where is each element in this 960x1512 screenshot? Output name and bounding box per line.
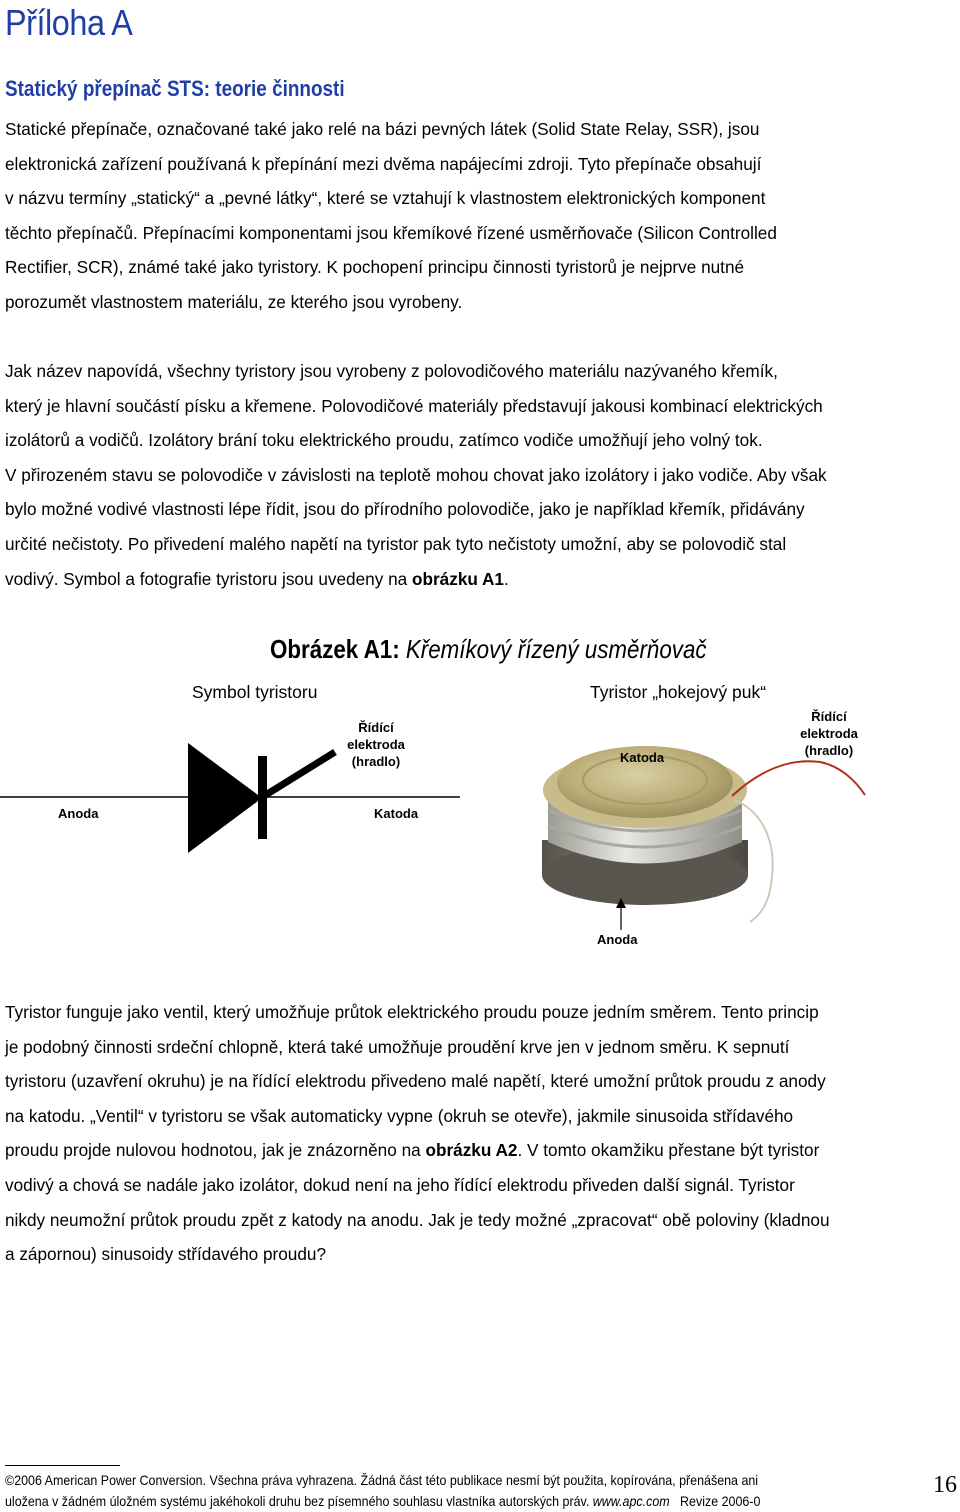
page-number: 16: [933, 1472, 957, 1498]
symbol-anode-label: Anoda: [58, 806, 99, 821]
text-run: vodivý. Symbol a fotografie tyristoru jsou uvedeny na: [5, 568, 412, 589]
text-line: který je hlavní součástí písku a křemene. Polovodičové materiály představují jakousi kombinací elektrických: [5, 395, 823, 416]
paragraph-intro: [5, 112, 960, 320]
text-line: těchto přepínačů. Přepínacími komponentami jsou křemíkové řízené usměrňovače (Silicon Controlled: [5, 222, 777, 243]
gate-wire-red: [732, 761, 865, 796]
text-line: a zápornou) sinusoidy střídavého proudu?: [5, 1244, 327, 1265]
text-line: Rectifier, SCR), známé také jako tyristory. K pochopení principu činnosti tyristorů je nejprve nutné: [5, 257, 745, 278]
symbol-cathode-label: Katoda: [374, 806, 419, 821]
text-run: .: [504, 568, 509, 589]
photo-cathode-label: Katoda: [620, 750, 665, 765]
text-line: určité nečistoty. Po přivedení malého napětí na tyristor pak tyto nečistoty umožní, aby se polovodič stal: [5, 533, 787, 554]
copyright-icon: ©: [5, 1472, 15, 1488]
figure-reference: obrázku A1: [411, 568, 504, 589]
label-line: elektroda: [347, 737, 405, 752]
figure-title-text: Křemíkový řízený usměrňovač: [399, 634, 707, 664]
text-line: Tyristor funguje jako ventil, který umožňuje průtok elektrického proudu pouze jedním směrem. Tento princip: [5, 1002, 819, 1022]
diode-triangle: [188, 743, 262, 853]
photo-gate-label: [795, 708, 863, 759]
figure-title: [270, 634, 707, 665]
footer-text: uložena v žádném úložném systému jakéhokoli druhu bez písemného souhlasu vlastníka autorských práv.: [5, 1493, 593, 1509]
text-run: . V tomto okamžiku přestane být tyristor: [517, 1140, 820, 1161]
text-run: proudu projde nulovou hodnotou, jak je znázorněno na: [5, 1140, 426, 1161]
footer-rule: [5, 1465, 120, 1466]
text-line: V přirozeném stavu se polovodiče v závislosti na teplotě mohou chovat jako izolátory i jako vodiče. Aby však: [5, 464, 827, 485]
text-line: [5, 1133, 960, 1168]
text-line: na katodu. „Ventil“ v tyristoru se však automaticky vypne (okruh se otevře), jakmile sinusoida střídavého: [5, 1105, 794, 1126]
footer-line-2: [5, 1493, 760, 1509]
label-line: (hradlo): [804, 743, 854, 758]
label-line: Řídící: [811, 709, 847, 724]
label-line: elektroda: [800, 726, 858, 741]
footer-website: www.apc.com: [592, 1493, 670, 1509]
footer-revision: Revize 2006-0: [669, 1493, 761, 1509]
text-line: porozumět vlastnostem materiálu, ze kterého jsou vyrobeny.: [5, 291, 463, 312]
text-line: v názvu termíny „statický“ a „pevné látky“, které se vztahují k vlastnostem elektronických komponent: [5, 188, 766, 209]
text-line: izolátorů a vodičů. Izolátory brání toku elektrického proudu, zatímco vodiče umožňují jeho volný tok.: [5, 430, 763, 451]
text-line: [5, 562, 960, 597]
text-line: vodivý a chová se nadále jako izolátor, dokud není na jeho řídící elektrodu přiveden další signál. Tyristor: [5, 1174, 795, 1195]
paragraph-operation: [5, 995, 960, 1272]
text-line: je podobný činnosti srdeční chlopně, která také umožňuje proudění krve jen v jednom směru. K sepnutí: [5, 1036, 790, 1057]
text-line: bylo možné vodivé vlastnosti lépe řídit, jsou do přírodního polovodiče, jako je například křemík, přidávány: [5, 499, 805, 520]
photo-anode-label: Anoda: [597, 932, 638, 947]
figure-reference: obrázku A2: [425, 1140, 518, 1161]
symbol-caption: Symbol tyristoru: [192, 682, 318, 702]
text-line: tyristoru (uzavření okruhu) je na řídící elektrodu přivedeno malé napětí, které umožní průtok proudu z anody: [5, 1071, 826, 1092]
photo-caption: Tyristor „hokejový puk“: [590, 682, 767, 702]
section-heading: Statický přepínač STS: teorie činnosti: [5, 76, 345, 101]
figure-title-label: Obrázek A1:: [270, 634, 400, 664]
gate-lead: [264, 752, 335, 796]
text-line: nikdy neumožní průtok proudu zpět z katody na anodu. Jak je tedy možné „zpracovat“ obě poloviny (kladnou: [5, 1209, 830, 1230]
footer-line-1: [5, 1472, 758, 1488]
label-line: (hradlo): [351, 754, 401, 769]
symbol-gate-label: [336, 719, 416, 770]
page-heading: Příloha A: [5, 2, 133, 43]
text-line: Jak název napovídá, všechny tyristory jsou vyrobeny z polovodičového materiálu nazývaného křemík,: [5, 361, 778, 381]
text-line: elektronická zařízení používaná k přepínání mezi dvěma napájecími zdroji. Tyto přepínače obsahují: [5, 153, 762, 174]
label-line: Řídící: [358, 720, 394, 735]
text-line: Statické přepínače, označované také jako relé na bázi pevných látek (Solid State Relay, SSR), jsou: [5, 119, 760, 139]
footer-text: 2006 American Power Conversion. Všechna práva vyhrazena. Žádná část této publikace nesmí být použita, kopírována, přenášena ani: [14, 1472, 759, 1488]
paragraph-silicon: [5, 354, 960, 596]
